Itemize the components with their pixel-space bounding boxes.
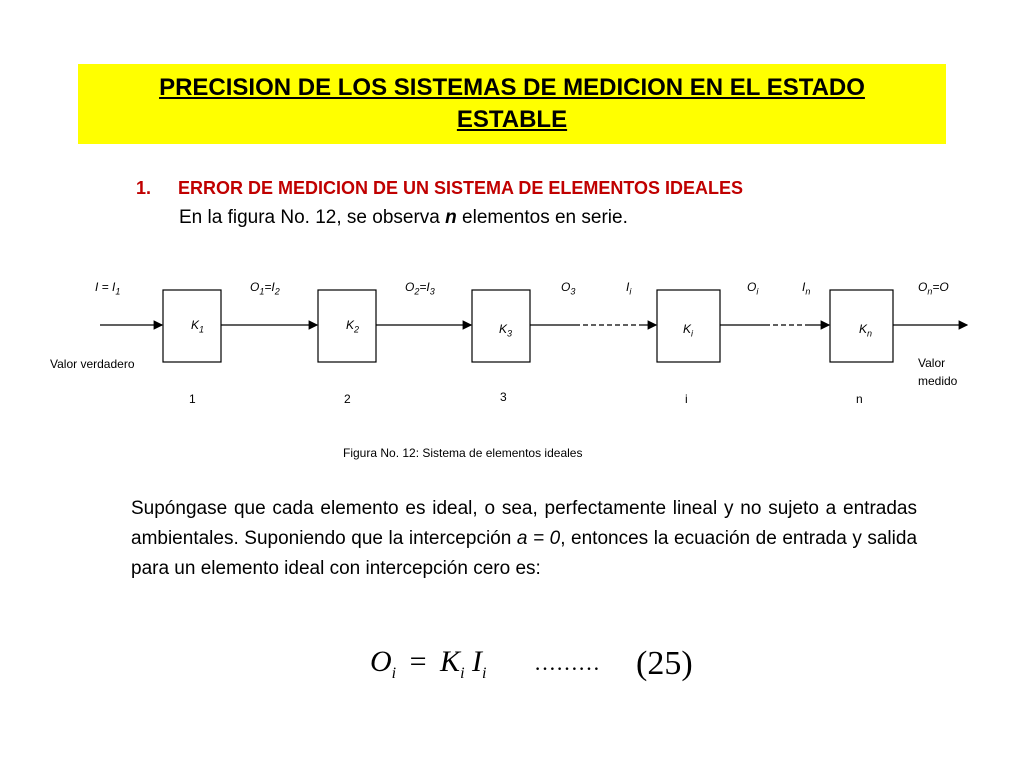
- eq-equals: =: [409, 645, 427, 678]
- section-heading-text: ERROR DE MEDICION DE UN SISTEMA DE ELEMENTOS IDEALES: [178, 178, 744, 198]
- block-gain-3: $K_3$: [499, 322, 513, 339]
- figure-caption: Figura No. 12: Sistema de elementos ideales: [343, 446, 583, 460]
- signal-label-o2: $O_2=I_3$: [405, 280, 435, 297]
- paragraph-italic: a = 0: [516, 528, 561, 549]
- output-label-line-1: Valor: [918, 356, 946, 370]
- block-gain-i: $K_i$: [683, 322, 694, 339]
- eq-o-sub: i: [391, 665, 397, 682]
- paragraph-text-a: Supóngase que cada elemento es ideal, o sea, perfectamente lineal y no sujeto a entradas ambientales. Suponiendo que la intercepción: [131, 498, 917, 549]
- block-index-i: i: [685, 392, 688, 406]
- eq-i-sub: i: [482, 665, 487, 682]
- output-label-line-2: medido: [918, 374, 958, 388]
- block-index-3: 3: [500, 390, 507, 404]
- block-index-2: 2: [344, 392, 351, 406]
- page-title-line-1: PRECISION DE LOS SISTEMAS DE MEDICION EN EL ESTADO: [159, 74, 865, 101]
- body-paragraph: [131, 494, 917, 584]
- section-number: 1.: [136, 178, 152, 198]
- block-gain-n: $K_n$: [859, 322, 873, 339]
- subtitle-text-b: elementos en serie.: [456, 207, 628, 228]
- signal-label-o1: $O_1=I_2$: [250, 280, 280, 297]
- paragraph-text-b: , entonces la ecuación de entrada y salida para un elemento ideal con intercepción cero es:: [131, 528, 918, 579]
- equation: [370, 645, 486, 683]
- signal-label-input: $I = I_1$: [95, 280, 121, 297]
- signal-label-ii: $I_i$: [626, 280, 632, 297]
- block-gain-2: $K_2$: [346, 318, 360, 335]
- eq-k-sub: i: [460, 665, 465, 682]
- eq-i: I: [472, 645, 483, 678]
- subtitle-text-a: En la figura No. 12, se observa: [179, 207, 446, 228]
- eq-k: K: [440, 645, 461, 678]
- block-index-1: 1: [189, 392, 196, 406]
- equation-dots: ………: [534, 650, 600, 675]
- subtitle-n: n: [445, 207, 457, 228]
- signal-label-in: $I_n$: [802, 280, 811, 297]
- block-gain-1: $K_1$: [191, 318, 205, 335]
- signal-label-o3: $O_3$: [561, 280, 576, 297]
- page-title-line-2: ESTABLE: [456, 106, 568, 133]
- signal-label-oi: $O_i$: [747, 280, 759, 297]
- block-index-n: n: [856, 392, 863, 406]
- eq-o: O: [370, 645, 392, 678]
- equation-number: (25): [636, 645, 693, 682]
- input-label: Valor verdadero: [50, 357, 135, 371]
- signal-label-output: $O_n=O$: [918, 280, 949, 297]
